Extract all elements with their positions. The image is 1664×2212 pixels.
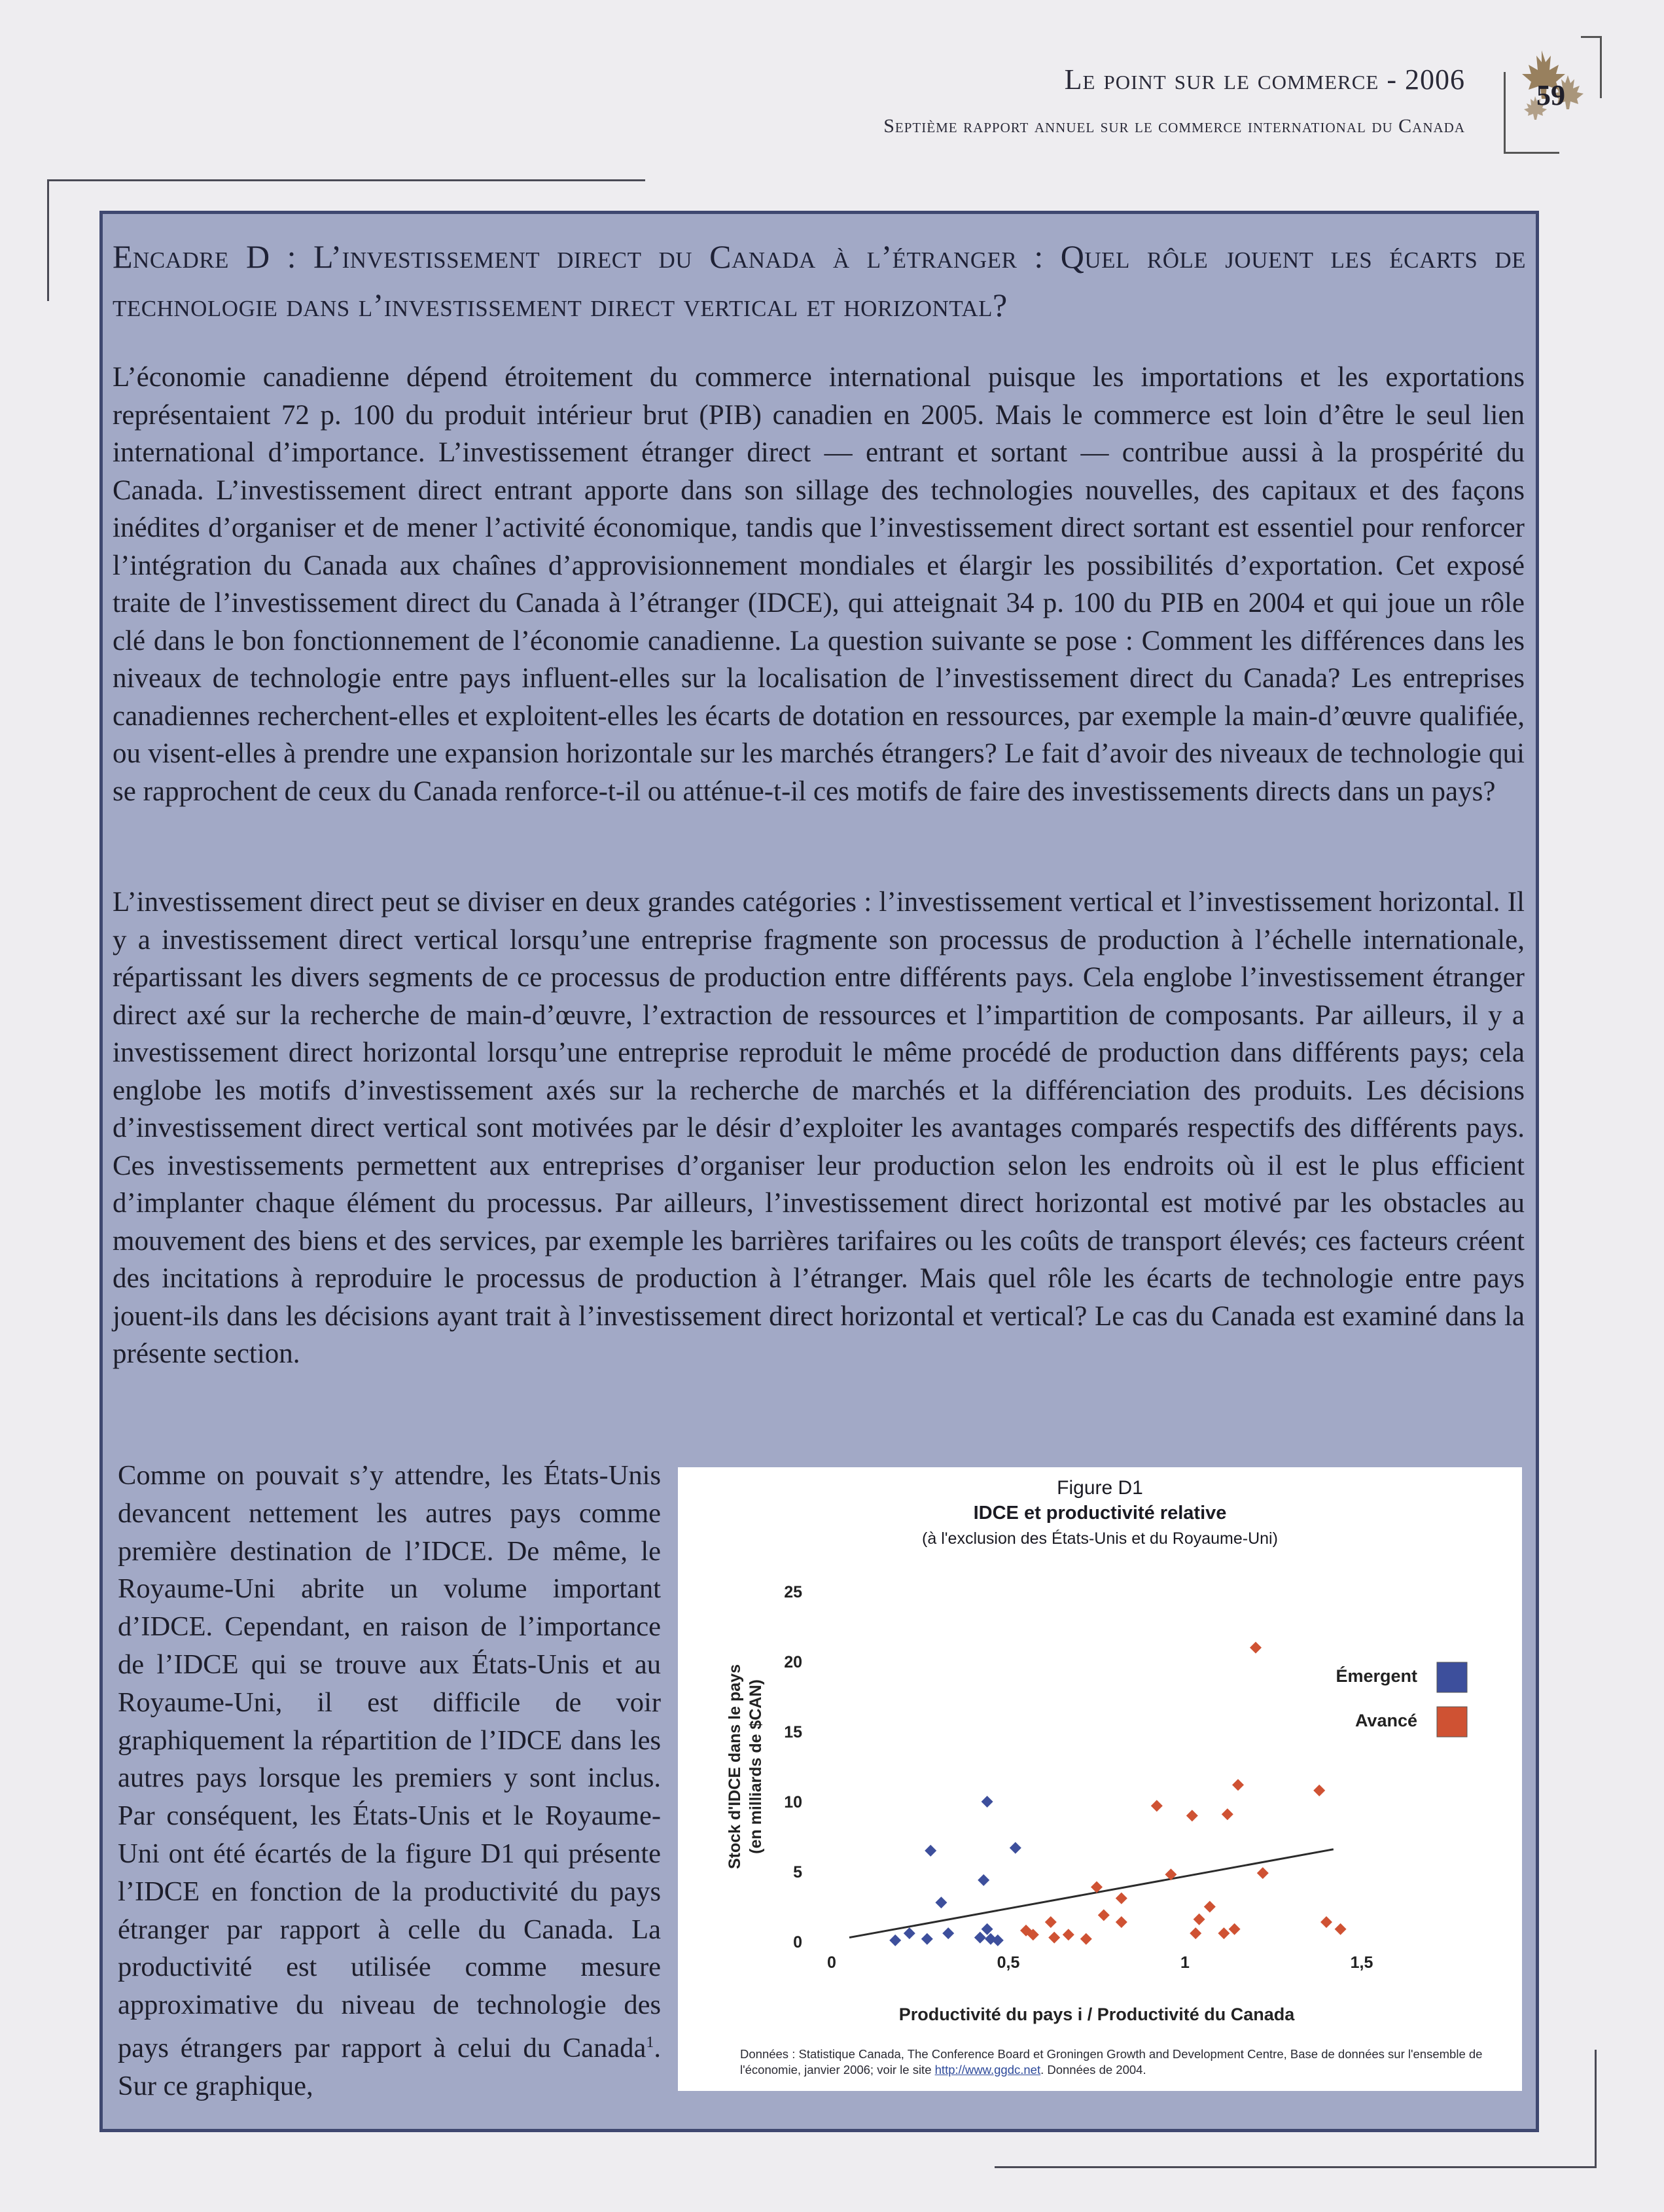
emergent-point <box>889 1935 901 1946</box>
figure-subtitle: (à l'exclusion des États-Unis et du Royaume-Uni) <box>922 1529 1278 1548</box>
emergent-point <box>982 1923 993 1935</box>
avance-point <box>1204 1901 1216 1913</box>
y-tick-label: 25 <box>784 1583 802 1601</box>
avance-point <box>1194 1914 1205 1925</box>
avance-point <box>1048 1932 1060 1944</box>
x-tick-label: 0,5 <box>997 1953 1020 1972</box>
y-tick-label: 10 <box>784 1793 802 1811</box>
source-text: Données : Statistique Canada, The Conference Board et Groningen Growth and Development Centre, Base de données sur l'ensemble de l'économie, janvier 2006; voir le site <box>740 2047 1483 2077</box>
avance-point <box>1116 1916 1127 1928</box>
y-tick-label: 0 <box>793 1933 802 1952</box>
figure-source <box>740 2046 1493 2078</box>
avance-point <box>1222 1808 1233 1820</box>
emergent-point <box>974 1932 986 1944</box>
legend-swatch <box>1437 1662 1467 1692</box>
emergent-point <box>1010 1842 1021 1854</box>
avance-point <box>1151 1800 1163 1811</box>
avance-point <box>1250 1642 1262 1654</box>
page-number: 59 <box>1536 79 1565 111</box>
avance-point <box>1232 1779 1244 1791</box>
corner-rule <box>1595 2050 1597 2168</box>
scatter-chart <box>678 1467 1522 2043</box>
avance-point <box>1313 1785 1325 1796</box>
emergent-point <box>982 1796 993 1808</box>
source-tail: . Données de 2004. <box>1040 2063 1146 2077</box>
avance-point <box>1080 1933 1092 1945</box>
avance-point <box>1098 1909 1110 1921</box>
emergent-point <box>935 1897 947 1908</box>
emergent-point <box>904 1927 915 1939</box>
trend-line <box>849 1849 1334 1938</box>
y-tick-label: 20 <box>784 1653 802 1671</box>
corner-rule <box>47 179 49 301</box>
box-title: Encadre D : L’investissement direct du Canada à l’étranger : Quel rôle jouent les écarts de technologie dans l’investissement direct vertical et horizontal? <box>113 238 1526 323</box>
emergent-point <box>921 1933 933 1945</box>
y-tick-label: 5 <box>793 1863 802 1882</box>
figure-d1 <box>678 1467 1522 2091</box>
paragraph-3 <box>118 1457 661 2105</box>
avance-point <box>1063 1929 1074 1940</box>
y-tick-label: 15 <box>784 1723 802 1741</box>
avance-point <box>1229 1923 1241 1935</box>
paragraph-2: L’investissement direct peut se diviser en deux grandes catégories : l’investissement vertical et l’investissement horizontal. Il y a investissement direct vertical lorsqu’une entreprise fragmente son processus de production à l’échelle internationale, répartissant les divers segments de ce processus de production entre différents pays. Cela englobe l’investissement étranger direct axé sur la recherche de main-d’œuvre, l’extraction de ressources et l’impartition de composants. Par ailleurs, il y a investissement direct horizontal lorsqu’une entreprise reproduit le même procédé de production dans différents pays; cela englobe les motifs d’investissement axés sur la recherche de marchés et la différenciation des produits. Les décisions d’investissement direct vertical sont motivées par le désir d’exploiter les avantages comparés respectifs des différents pays. Ces investissements permettent aux entreprises d’organiser leur production selon les endroits où il est le plus efficient d’implanter chaque élément du processus. Par ailleurs, l’investissement direct horizontal est motivé par les obstacles au mouvement des biens et des services, par exemple les barrières tarifaires ou les coûts de transport élevés; ces facteurs créent des incitations à reproduire le processus de production à l’étranger. Mais quel rôle les écarts de technologie entre pays jouent-ils dans les décisions ayant trait à l’investissement direct horizontal et vertical? Le cas du Canada est examiné dans la présente section. <box>113 887 1525 1369</box>
x-tick-label: 1 <box>1180 1953 1190 1972</box>
page-number-emblem <box>1504 36 1602 154</box>
corner-rule <box>995 2166 1597 2168</box>
avance-point <box>1335 1923 1347 1935</box>
avance-point <box>1045 1916 1057 1928</box>
footnote-marker: 1 <box>646 2033 654 2051</box>
avance-point <box>1116 1893 1127 1904</box>
legend-label: Émergent <box>1336 1666 1417 1686</box>
paragraph-3-tail: . Sur ce graphique, <box>118 2033 661 2101</box>
avance-point <box>1218 1927 1230 1939</box>
legend-swatch <box>1437 1707 1467 1737</box>
figure-title: IDCE et productivité relative <box>973 1503 1227 1524</box>
avance-point <box>1320 1916 1332 1928</box>
y-axis-label: Stock d'IDCE dans le pays <box>726 1664 744 1869</box>
y-axis-label-unit: (en milliards de $CAN) <box>747 1679 765 1854</box>
avance-point <box>1190 1927 1201 1939</box>
emergent-point <box>978 1874 989 1886</box>
avance-point <box>1186 1810 1198 1821</box>
avance-point <box>1257 1867 1269 1879</box>
paragraph-1: L’économie canadienne dépend étroitement du commerce international puisque les importations et les exportations représentaient 72 p. 100 du produit intérieur brut (PIB) canadien en 2005. Mais le commerce est loin d’être le seul lien international d’importance. L’investissement étranger direct — entrant et sortant — contribue aussi à la prospérité du Canada. L’investissement direct entrant apporte dans son sillage des technologies nouvelles, des capitaux et des façons inédites d’organiser et de mener l’activité économique, tandis que l’investissement direct sortant est essentiel pour renforcer l’intégration du Canada aux chaînes d’approvisionnement mondiales et élargir les possibilités d’exportation. Cet exposé traite de l’investissement direct du Canada à l’étranger (IDCE), qui atteignait 34 p. 100 du PIB en 2004 et qui joue un rôle clé dans le bon fonctionnement de l’économie canadienne. La question suivante se pose : Comment les différences dans les niveaux de technologie entre pays influent-elles sur la localisation de l’investissement direct du Canada? Les entreprises canadiennes recherchent-elles et exploitent-elles les écarts de dotation en ressources, par exemple la main-d’œuvre qualifiée, ou visent-elles à prendre une expansion horizontale sur les marchés étrangers? Le fait d’avoir des niveaux de technologie qui se rapprochent de ceux du Canada renforce-t-il ou atténue-t-il ces motifs de faire des investissements directs dans un pays? <box>113 362 1525 807</box>
x-tick-label: 0 <box>827 1953 836 1972</box>
legend-label: Avancé <box>1354 1711 1417 1730</box>
figure-label: Figure D1 <box>1057 1477 1143 1499</box>
source-link[interactable]: http://www.ggdc.net <box>934 2063 1041 2077</box>
emergent-point <box>942 1927 954 1939</box>
running-title: Le point sur le commerce - 2006 <box>1064 63 1465 96</box>
x-axis-label: Productivité du pays i / Productivité du Canada <box>898 2005 1295 2024</box>
paragraph-3-text: Comme on pouvait s’y attendre, les États-Unis devancent nettement les autres pays comme première destination de l’IDCE. De même, le Royaume-Uni abrite un volume important d’IDCE. Cependant, en raison de l’importance de l’IDCE qui se trouve aux États-Unis et au Royaume-Uni, il est difficile de voir graphiquement la répartition de l’IDCE dans les autres pays lorsque les premiers y sont inclus. Par conséquent, les États-Unis et le Royaume-Uni ont été écartés de la figure D1 qui présente l’IDCE en fonction de la productivité du pays étranger par rapport à celle du Canada. La productivité est utilisée comme mesure approximative du niveau de technologie des pays étrangers par rapport à celui du Canada <box>118 1460 661 2064</box>
x-tick-label: 1,5 <box>1350 1953 1373 1972</box>
running-subtitle: Septième rapport annuel sur le commerce international du Canada <box>883 115 1465 137</box>
emergent-point <box>925 1845 936 1857</box>
corner-rule <box>47 179 645 181</box>
